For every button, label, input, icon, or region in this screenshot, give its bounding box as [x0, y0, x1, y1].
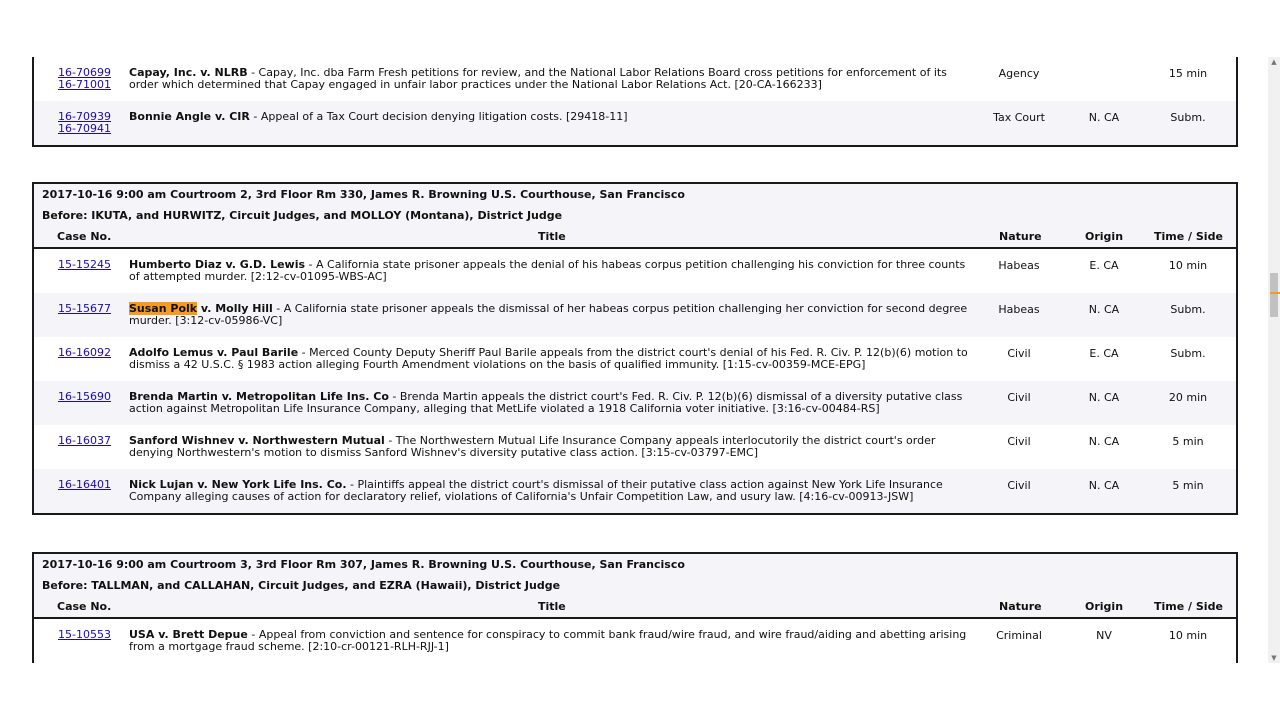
case-title-cell — [129, 629, 979, 653]
case-origin: N. CA — [1088, 111, 1120, 124]
case-number-cell — [58, 435, 138, 447]
case-description: - Appeal of a Tax Court decision denying litigation costs. [29418-11] — [249, 110, 628, 123]
search-highlight: Susan Polk — [129, 302, 198, 315]
calendar-table — [32, 57, 1238, 147]
case-number-link[interactable]: 15-10553 — [58, 628, 111, 641]
case-parties: USA v. Brett Depue — [129, 628, 248, 641]
case-parties: v. Molly Hill — [197, 302, 273, 315]
case-nature: Habeas — [998, 303, 1040, 316]
case-nature: Agency — [998, 67, 1040, 80]
case-parties: Adolfo Lemus v. Paul Barile — [129, 346, 299, 359]
case-description: - Appeal from conviction and sentence for conspiracy to commit bank fraud/wire fraud, and wire fraud/aiding and abetting arising from a mortgage fraud scheme. [2:10-cr-00121-RLH-RJJ-1] — [129, 628, 967, 653]
case-number-link[interactable]: 16-16092 — [58, 346, 111, 359]
case-time-side: 5 min — [1172, 479, 1204, 492]
case-row — [34, 101, 1236, 145]
case-number-link[interactable]: 16-71001 — [58, 78, 111, 91]
column-header-title: Title — [538, 600, 566, 613]
case-time-side: 10 min — [1168, 629, 1208, 642]
case-nature: Civil — [1007, 435, 1031, 448]
session-heading: 2017-10-16 9:00 am Courtroom 2, 3rd Floor Rm 330, James R. Browning U.S. Courthouse, San Francisco — [34, 184, 1236, 205]
case-number-link[interactable]: 15-15245 — [58, 258, 111, 271]
case-time-side: Subm. — [1170, 347, 1206, 360]
case-description: - Plaintiffs appeal the district court's dismissal of their putative class action against New York Life Insurance Company alleging causes of action for declaratory relief, violations of California's Unfair Competition Law, and usury law. [4:16-cv-00913-JSW] — [129, 478, 943, 503]
case-nature: Habeas — [998, 259, 1040, 272]
case-description: - A California state prisoner appeals the denial of his habeas corpus petition challenging his conviction for three counts of attempted murder. [2:12-cv-01095-WBS-AC] — [129, 258, 966, 283]
case-origin: N. CA — [1088, 303, 1120, 316]
case-parties: Sanford Wishnev v. Northwestern Mutual — [129, 434, 385, 447]
case-parties: Capay, Inc. v. NLRB — [129, 66, 248, 79]
column-header-nature: Nature — [999, 230, 1042, 243]
case-origin: N. CA — [1088, 391, 1120, 404]
case-title-cell — [129, 259, 979, 283]
case-time-side: 15 min — [1168, 67, 1208, 80]
vertical-scrollbar[interactable] — [1268, 57, 1280, 663]
case-number-cell — [58, 259, 138, 271]
case-row — [34, 619, 1236, 663]
case-nature: Criminal — [996, 629, 1042, 642]
case-row — [34, 469, 1236, 513]
column-header-time-side: Time / Side — [1154, 230, 1223, 243]
session-heading: 2017-10-16 9:00 am Courtroom 3, 3rd Floor Rm 307, James R. Browning U.S. Courthouse, San Francisco — [34, 554, 1236, 575]
case-description: - Brenda Martin appeals the district court's Fed. R. Civ. P. 12(b)(6) dismissal of a diversity putative class action against Metropolitan Life Insurance Company, alleging that MetLife violated a 1918 California voter initiative. [3:16-cv-00484-RS] — [129, 390, 963, 415]
case-number-link[interactable]: 16-70939 — [58, 110, 111, 123]
case-number-link[interactable]: 16-16401 — [58, 478, 111, 491]
case-origin: N. CA — [1088, 479, 1120, 492]
case-row — [34, 249, 1236, 293]
vertical-scrollbar-thumb[interactable] — [1270, 273, 1278, 317]
case-origin: N. CA — [1088, 435, 1120, 448]
case-parties: Bonnie Angle v. CIR — [129, 110, 250, 123]
case-number-cell — [58, 303, 138, 315]
column-headers — [34, 596, 1236, 619]
case-number-cell — [58, 629, 138, 641]
case-number-cell — [58, 111, 138, 135]
case-origin: E. CA — [1089, 259, 1119, 272]
scroll-up-arrow-icon[interactable]: ▲ — [1271, 58, 1277, 66]
column-header-case-no: Case No. — [57, 230, 112, 243]
case-number-link[interactable]: 16-70699 — [58, 66, 111, 79]
case-description: - A California state prisoner appeals the dismissal of her habeas corpus petition challenging her conviction for second degree murder. [3:12-cv-05986-VC] — [129, 302, 968, 327]
case-time-side: 5 min — [1172, 435, 1204, 448]
column-header-origin: Origin — [1085, 230, 1124, 243]
case-number-cell — [58, 347, 138, 359]
case-row — [34, 293, 1236, 337]
case-number-cell — [58, 479, 138, 491]
case-origin: E. CA — [1089, 347, 1119, 360]
panel-judges: Before: IKUTA, and HURWITZ, Circuit Judges, and MOLLOY (Montana), District Judge — [34, 205, 1236, 226]
case-title-cell — [129, 303, 979, 327]
case-origin: NV — [1096, 629, 1112, 642]
case-nature: Civil — [1007, 347, 1031, 360]
scroll-down-arrow-icon[interactable]: ▼ — [1271, 654, 1277, 662]
case-time-side: 20 min — [1168, 391, 1208, 404]
case-parties: Humberto Diaz v. G.D. Lewis — [129, 258, 306, 271]
case-number-cell — [58, 67, 138, 91]
case-number-cell — [58, 391, 138, 403]
panel-judges: Before: TALLMAN, and CALLAHAN, Circuit Judges, and EZRA (Hawaii), District Judge — [34, 575, 1236, 596]
case-parties: Brenda Martin v. Metropolitan Life Ins. Co — [129, 390, 389, 403]
case-row — [34, 57, 1236, 101]
case-description: - Capay, Inc. dba Farm Fresh petitions for review, and the National Labor Relations Board cross petitions for enforcement of its order which determined that Capay engaged in unfair labor practices under the National Labor Relations Act. [20-CA-166233] — [129, 66, 947, 91]
column-headers — [34, 226, 1236, 249]
case-nature: Civil — [1007, 479, 1031, 492]
case-description: - Merced County Deputy Sheriff Paul Barile appeals from the district court's denial of his Fed. R. Civ. P. 12(b)(6) motion to dismiss a 42 U.S.C. § 1983 action alleging Fourth Amendment violations on the basis of qualified immunity. [1:15-cv-00359-MCE-EPG] — [129, 346, 968, 371]
case-number-link[interactable]: 15-15677 — [58, 302, 111, 315]
case-title-cell — [129, 67, 979, 91]
column-header-origin: Origin — [1085, 600, 1124, 613]
case-description: - The Northwestern Mutual Life Insurance Company appeals interlocutorily the district court's order denying Northwestern's motion to dismiss Sanford Wishnev's diversity putative class action. [3:15-cv-03797-EMC] — [129, 434, 936, 459]
page-viewport — [0, 57, 1268, 663]
calendar-table — [32, 182, 1238, 515]
case-nature: Civil — [1007, 391, 1031, 404]
column-header-title: Title — [538, 230, 566, 243]
search-match-marker — [1270, 292, 1280, 294]
case-title-cell — [129, 479, 979, 503]
case-number-link[interactable]: 16-16037 — [58, 434, 111, 447]
column-header-case-no: Case No. — [57, 600, 112, 613]
case-parties: Nick Lujan v. New York Life Ins. Co. — [129, 478, 347, 491]
case-time-side: Subm. — [1170, 111, 1206, 124]
case-title-cell — [129, 435, 979, 459]
case-title-cell — [129, 391, 979, 415]
case-time-side: Subm. — [1170, 303, 1206, 316]
case-title-cell — [129, 347, 979, 371]
case-row — [34, 425, 1236, 469]
case-number-link[interactable]: 16-15690 — [58, 390, 111, 403]
case-row — [34, 337, 1236, 381]
case-time-side: 10 min — [1168, 259, 1208, 272]
case-number-link[interactable]: 16-70941 — [58, 122, 111, 135]
case-nature: Tax Court — [993, 111, 1045, 124]
column-header-time-side: Time / Side — [1154, 600, 1223, 613]
case-row — [34, 381, 1236, 425]
calendar-table — [32, 552, 1238, 663]
case-title-cell — [129, 111, 979, 123]
column-header-nature: Nature — [999, 600, 1042, 613]
